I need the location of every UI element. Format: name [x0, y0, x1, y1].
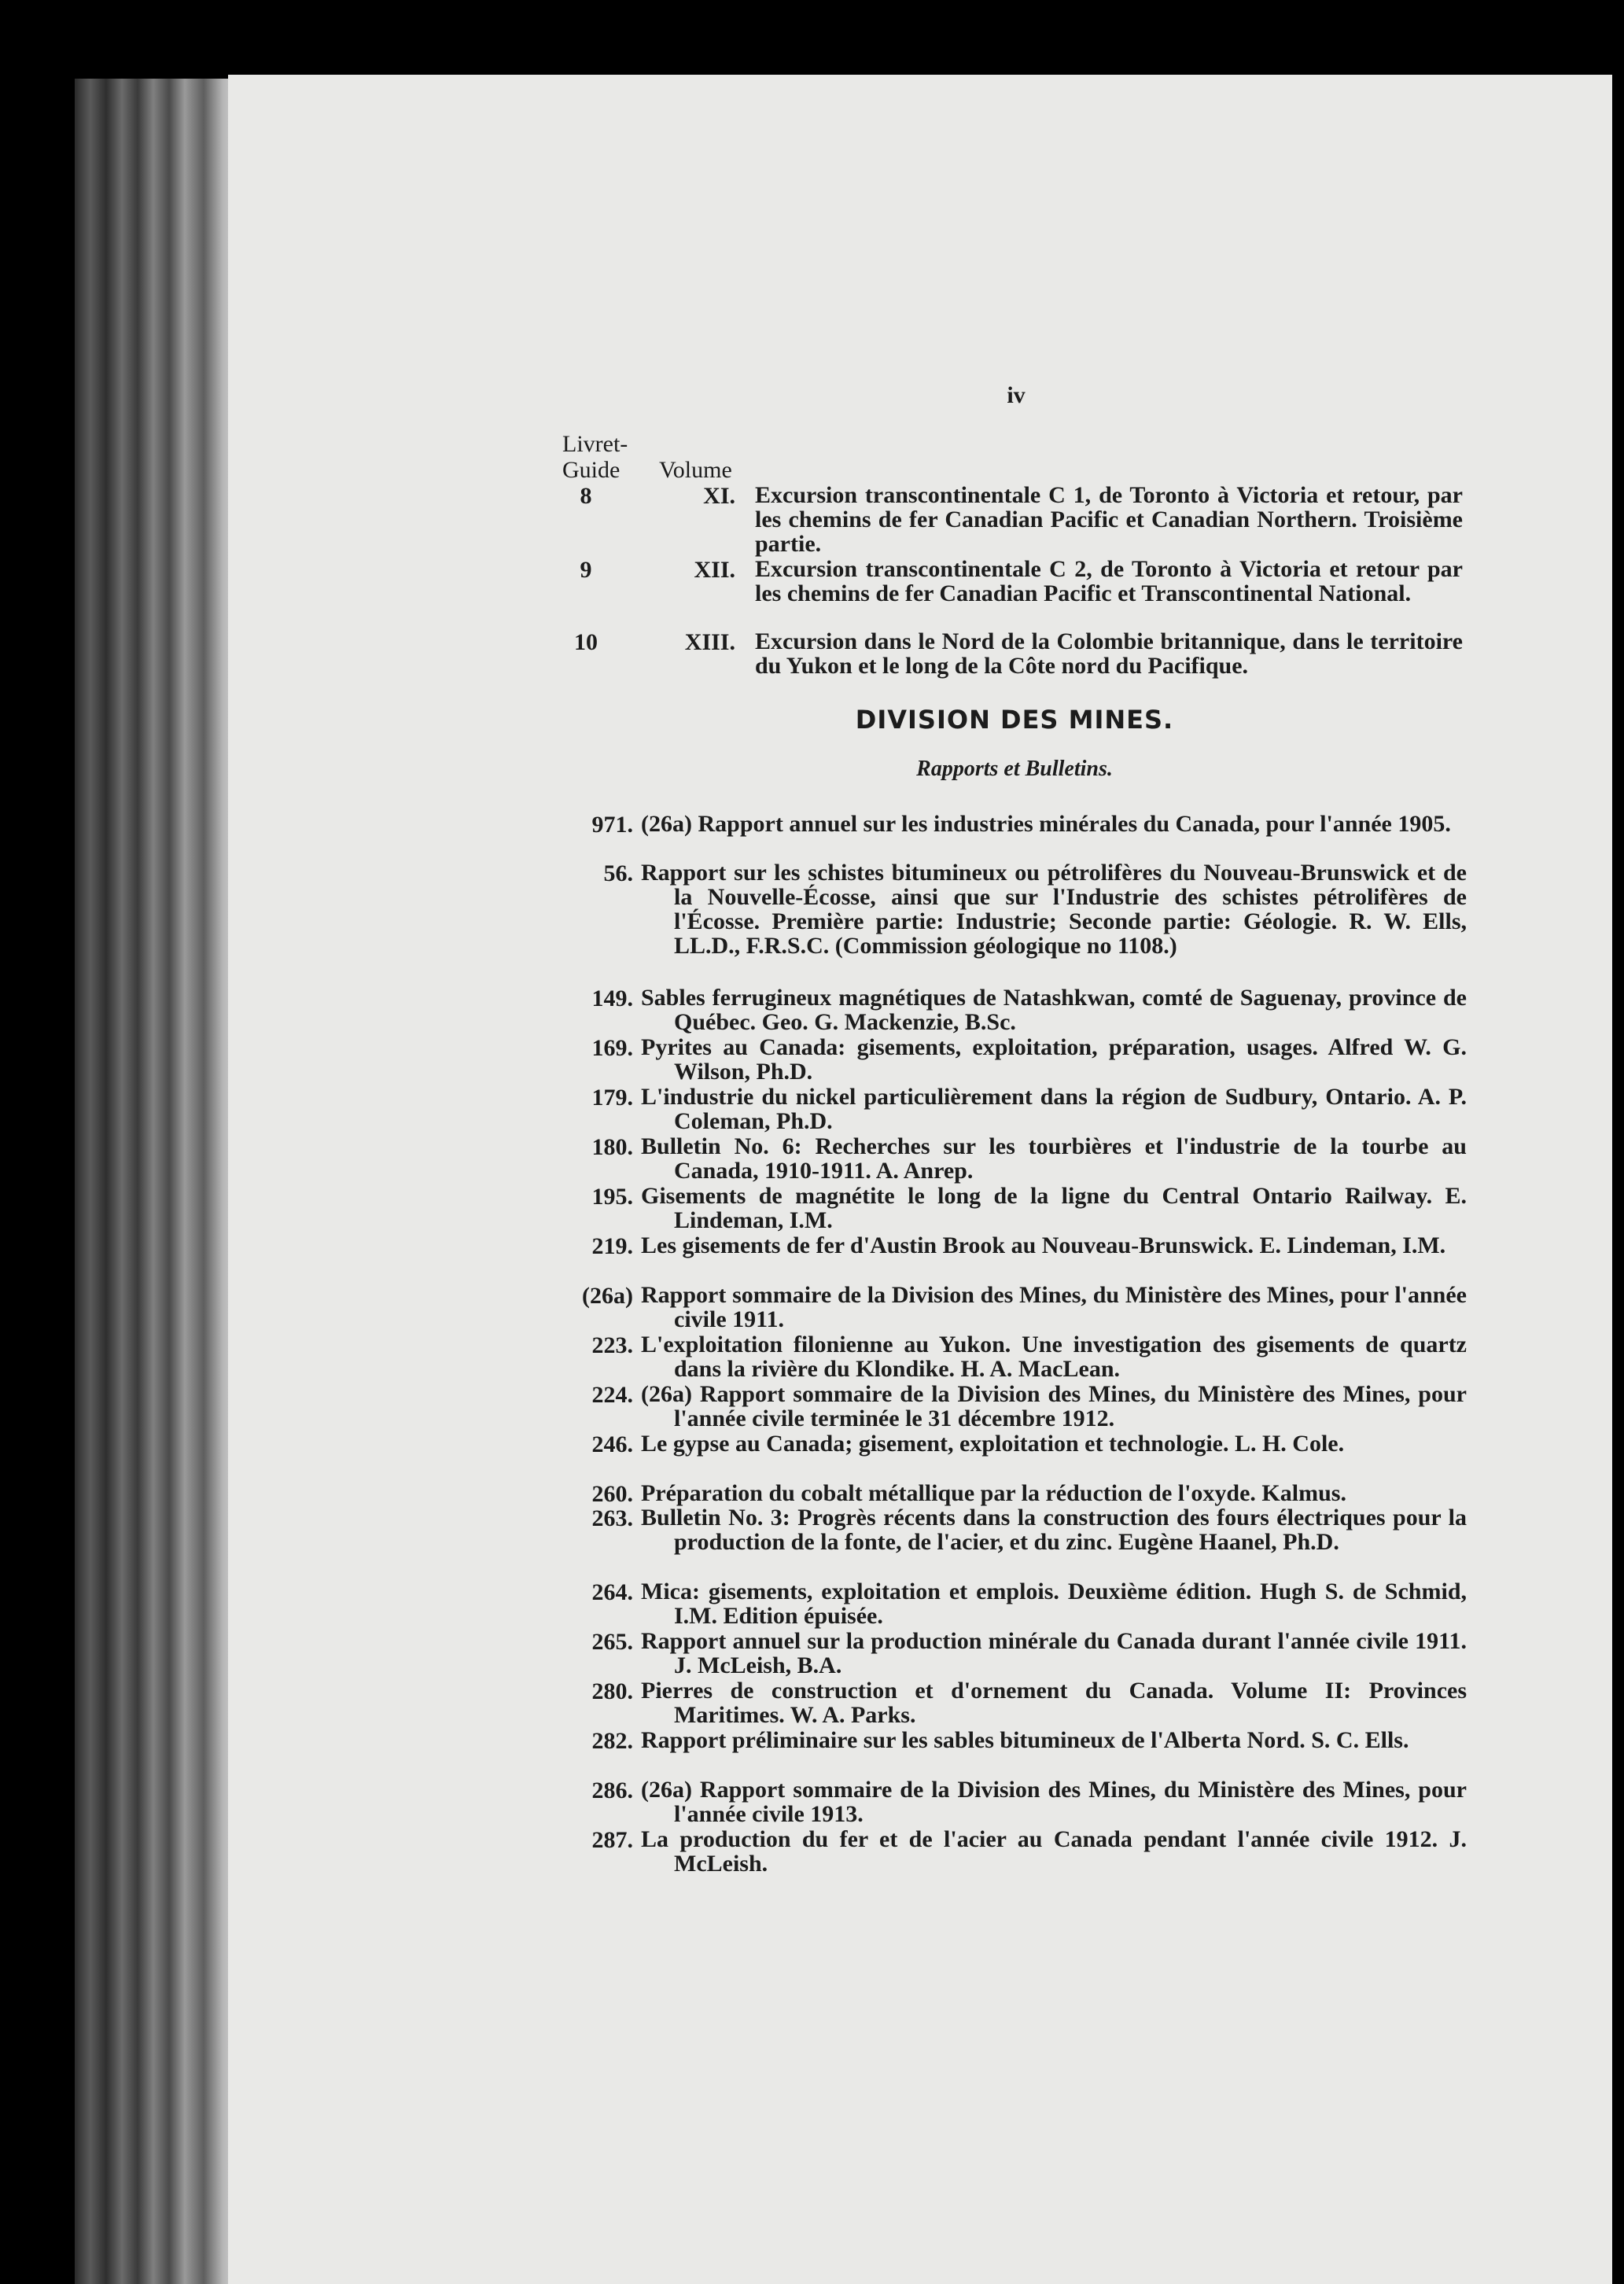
entry-number: 971. [591, 812, 633, 838]
guide-number: 10 [574, 629, 598, 655]
guide-volume: XIII. [684, 629, 735, 655]
entry-text: Rapport sommaire de la Division des Mines, du Ministère des Mines, pour l'année civile 1911. [641, 1282, 1467, 1332]
entry-number: 56. [603, 860, 633, 886]
entry-text: L'industrie du nickel particulièrement dans la région de Sudbury, Ontario. A. P. Coleman, Ph.D. [641, 1084, 1467, 1134]
entry-text: Rapport préliminaire sur les sables bitumineux de l'Alberta Nord. S. C. Ells. [641, 1727, 1409, 1753]
entry-text: (26a) Rapport sommaire de la Division des Mines, du Ministère des Mines, pour l'année civile terminée le 31 décembre 1912. [641, 1381, 1467, 1431]
entry-text: (26a) Rapport sommaire de la Division des Mines, du Ministère des Mines, pour l'année civile 1913. [641, 1777, 1467, 1827]
entry-number: 246. [591, 1431, 633, 1457]
entry-number: (26a) [582, 1283, 633, 1309]
entry-text: Bulletin No. 6: Recherches sur les tourbières et l'industrie de la tourbe au Canada, 1910-1911. A. Anrep. [641, 1133, 1467, 1184]
guide-text: Excursion transcontinentale C 2, de Toronto à Victoria et retour par les chemins de fer Canadian Pacific et Transcontinental National. [755, 556, 1463, 606]
guide-number: 9 [580, 557, 592, 583]
entry-number: 282. [591, 1728, 633, 1754]
entry-text: Sables ferrugineux magnétiques de Natashkwan, comté de Saguenay, province de Québec. Geo. G. Mackenzie, B.Sc. [641, 985, 1467, 1035]
guide-text: Excursion dans le Nord de la Colombie britannique, dans le territoire du Yukon et le long de la Côte nord du Pacifique. [755, 628, 1463, 679]
entry-number: 180. [591, 1134, 633, 1160]
book-spine [75, 79, 232, 2284]
entry-number: 287. [591, 1827, 633, 1853]
entry-text: L'exploitation filonienne au Yukon. Une investigation des gisements de quartz dans la rivière du Klondike. H. A. MacLean. [641, 1332, 1467, 1382]
section-title: DIVISION DES MINES. [855, 705, 1174, 735]
entry-text: Les gisements de fer d'Austin Brook au Nouveau-Brunswick. E. Lindeman, I.M. [641, 1232, 1446, 1258]
entry-number: 149. [591, 985, 633, 1011]
entry-text: Rapport annuel sur la production minérale du Canada durant l'année civile 1911. J. McLeish, B.A. [641, 1628, 1467, 1678]
entry-number: 219. [591, 1233, 633, 1259]
column-header-livret: Livret- [562, 431, 628, 457]
guide-volume: XI. [703, 483, 735, 509]
guide-volume: XII. [694, 557, 735, 583]
entry-text: Rapport sur les schistes bitumineux ou pétrolifères du Nouveau-Brunswick et de la Nouvelle-Écosse, ainsi que sur l'Industrie des schistes pétrolifères de l'Écosse. Première partie: Industrie; Seconde partie: Géologie. R. W. Ells, LL.D., F.R.S.C. (Commission géologique no 1108.) [641, 860, 1467, 959]
entry-number: 169. [591, 1035, 633, 1061]
entry-number: 223. [591, 1332, 633, 1358]
guide-number: 8 [580, 483, 592, 509]
entry-number: 280. [591, 1678, 633, 1704]
entry-text: (26a) Rapport annuel sur les industries minérales du Canada, pour l'année 1905. [641, 811, 1451, 837]
entry-number: 286. [591, 1777, 633, 1803]
entry-number: 179. [591, 1085, 633, 1111]
guide-text: Excursion transcontinentale C 1, de Toronto à Victoria et retour, par les chemins de fer Canadian Pacific et Canadian Northern. Troisième partie. [755, 482, 1463, 557]
entry-text: Bulletin No. 3: Progrès récents dans la construction des fours électriques pour la production de la fonte, de l'acier, et du zinc. Eugène Haanel, Ph.D. [641, 1505, 1467, 1555]
entry-number: 263. [591, 1505, 633, 1531]
entry-text: La production du fer et de l'acier au Canada pendant l'année civile 1912. J. McLeish. [641, 1826, 1467, 1877]
column-header-volume: Volume [659, 457, 732, 483]
entry-text: Gisements de magnétite le long de la ligne du Central Ontario Railway. E. Lindeman, I.M. [641, 1183, 1467, 1233]
entry-text: Le gypse au Canada; gisement, exploitation et technologie. L. H. Cole. [641, 1431, 1345, 1457]
entry-text: Pierres de construction et d'ornement du Canada. Volume II: Provinces Maritimes. W. A. Parks. [641, 1678, 1467, 1728]
entry-number: 260. [591, 1481, 633, 1507]
entry-number: 224. [591, 1382, 633, 1408]
page-number: iv [1007, 382, 1026, 408]
entry-number: 195. [591, 1184, 633, 1210]
section-subtitle: Rapports et Bulletins. [916, 757, 1113, 781]
entry-text: Préparation du cobalt métallique par la réduction de l'oxyde. Kalmus. [641, 1480, 1346, 1506]
entry-text: Pyrites au Canada: gisements, exploitation, préparation, usages. Alfred W. G. Wilson, Ph.D. [641, 1034, 1467, 1085]
entry-text: Mica: gisements, exploitation et emplois. Deuxième édition. Hugh S. de Schmid, I.M. Edition épuisée. [641, 1579, 1467, 1629]
entry-number: 265. [591, 1629, 633, 1655]
entry-number: 264. [591, 1579, 633, 1605]
column-header-guide: Guide [562, 457, 621, 483]
